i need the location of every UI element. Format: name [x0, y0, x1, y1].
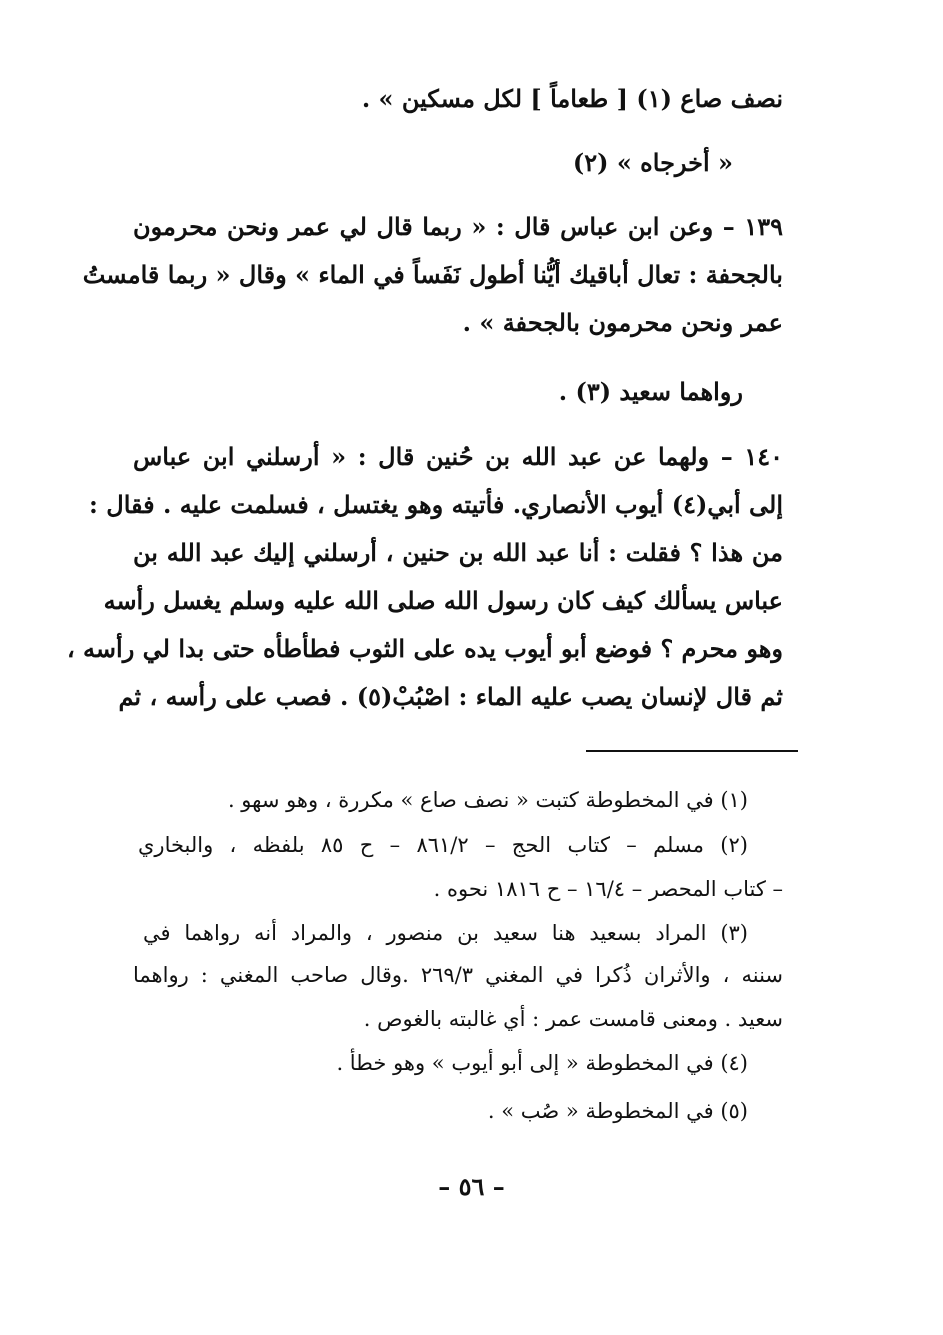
hadith-140-line: إلى أبي(٤) أيوب الأنصاري. فأتيته وهو يغتسل ، فسلمت عليه . فقال : [89, 490, 783, 519]
hadith-140-line: ١٤٠ – ولهما عن عبد الله بن حُنين قال : « أرسلني ابن عباس [133, 442, 783, 471]
hadith-139-line: بالجحفة : تعال أباقيك أيُّنا أطول نَفَساً في الماء » وقال « ربما قامستُ [82, 260, 783, 289]
body-text-line: « أخرجاه » (٢) [572, 148, 733, 177]
hadith-140-line: من هذا ؟ فقلت : أنا عبد الله بن حنين ، أرسلني إليك عبد الله بن [133, 538, 783, 567]
footnote-separator [586, 750, 798, 752]
footnote-4: (٤) في المخطوطة « إلى أبو أيوب » وهو خطأ . [336, 1051, 748, 1075]
footnote-2-line: (٢) مسلم – كتاب الحج – ٨٦١/٢ – ح ٨٥ بلفظه ، والبخاري [138, 833, 748, 857]
hadith-140-line: وهو محرم ؟ فوضع أبو أيوب يده على الثوب فطأطأه حتى بدا لي رأسه ، [66, 634, 783, 663]
hadith-139-line: عمر ونحن محرمون بالجحفة » . [462, 308, 783, 337]
body-text-line: رواهما سعيد (٣) . [558, 377, 743, 406]
footnote-3-line: (٣) المراد بسعيد هنا سعيد بن منصور ، والمراد أنه رواهما في [143, 921, 748, 945]
footnote-3-line: سعيد . ومعنى قامست عمر : أي غالبته بالغوص . [363, 1007, 783, 1031]
body-text-line: نصف صاع (١) [ طعاماً ] لكل مسكين » . [361, 84, 783, 113]
footnote-5: (٥) في المخطوطة « صُب » . [487, 1099, 748, 1123]
footnote-3-line: سننه ، والأثران ذُكرا في المغني ٢٦٩/٣ .وقال صاحب المغني : رواهما [133, 963, 783, 987]
hadith-140-line: ثم قال لإنسان يصب عليه الماء : اصْبُبْ(٥) . فصب على رأسه ، ثم [118, 682, 783, 711]
footnote-1: (١) في المخطوطة كتبت « نصف صاع » مكررة ، وهو سهو . [227, 788, 748, 812]
hadith-139-line: ١٣٩ – وعن ابن عباس قال : « ربما قال لي عمر ونحن محرمون [133, 212, 783, 241]
hadith-140-line: عباس يسألك كيف كان رسول الله صلى الله عليه وسلم يغسل رأسه [103, 586, 783, 615]
page-number: – ٥٦ – [438, 1172, 505, 1201]
footnote-2-line: – كتاب المحصر – ١٦/٤ – ح ١٨١٦ نحوه . [433, 877, 783, 901]
